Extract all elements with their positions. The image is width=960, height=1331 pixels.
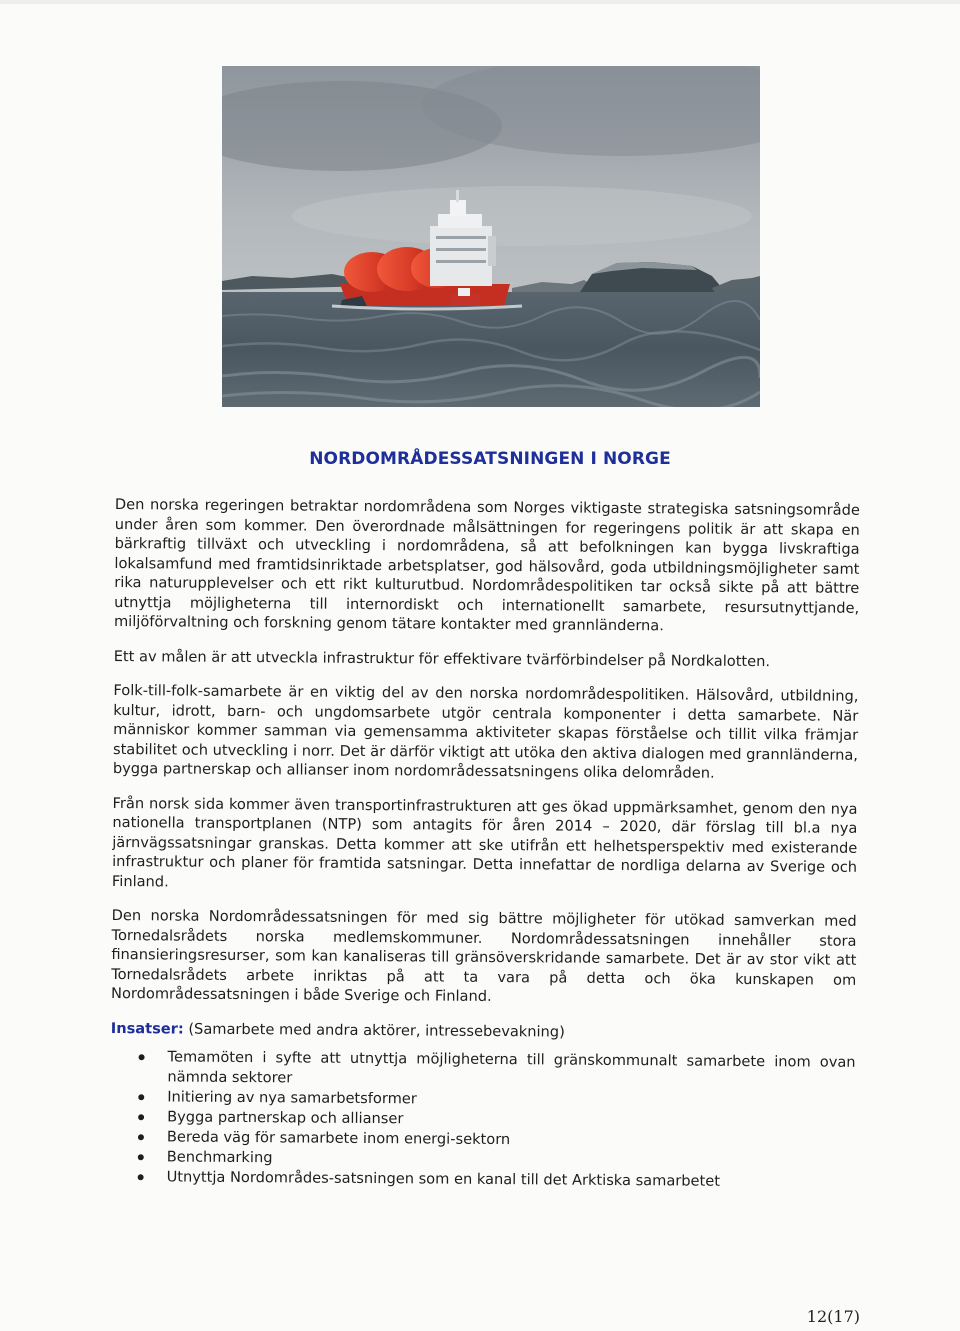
page-top-edge xyxy=(0,0,960,4)
insatser-list xyxy=(110,1047,856,1193)
paragraph-4: Från norsk sida kommer även transportinfrastrukturen att ges ökad uppmärksamhet, genom den nya nationella transportplanen (NTP) som antagits för åren 2014 – 2020, där förslag till bl.a nya järnvägssatsningar granskas. Detta kommer att ske utifrån ett helhetsperspektiv med existerande infrastruktur och planer för framtida satsningar. Detta innefattar de nordliga delarna av Sverige och Finland. xyxy=(111,794,858,890)
page-number: 12(17) xyxy=(806,1307,860,1326)
bullet-icon xyxy=(139,1054,145,1060)
bullet-icon xyxy=(138,1174,144,1180)
list-item-text: Bereda väg för samarbete inom energi-sektorn xyxy=(166,1128,511,1149)
bullet-icon xyxy=(138,1134,144,1140)
body-text xyxy=(110,495,860,1193)
list-item-text: Temamöten i syfte att utnyttja möjligheterna till gränskommunalt samarbete inom ovan nämnda sektorer xyxy=(167,1048,856,1087)
paragraph-5: Den norska Nordområdessatsningen för med sig bättre möjligheter för utökad samverkan med Tornedalsrådets norska medlemskommuner. Nordområdessatsningen innehåller stora finansieringsresurser, som kan kanaliseras till gränsöverskridande samarbete. Det är av stor vikt att Tornedalsrådets arbete inriktas på att ta vara på detta och öka kunskapen om Nordområdessatsningen i både Sverige och Finland. xyxy=(111,906,857,1005)
list-item-text: Initiering av nya samarbetsformer xyxy=(167,1088,417,1108)
paragraph-1: Den norska regeringen betraktar nordområdena som Norges viktigaste strategiska satsningsområde under åren som kommer. Den överordnade målsättningen for regeringens politik är att skapa en bärkraftig tillväxt och utveckling i nordområdena, så att befolkningen kan bygga livskraftiga lokalsamfund med framtidsinriktade arbetsplatser, god hälsovård, goda utbildningsmöjligheter samt rika naturupplevelser och ett rikt kulturutbud. Nordområdespolitiken tar också sikte på att bättre utnyttja möjligheterna till internordiskt och internationellt samarbete, resursutnyttjande, miljöförvaltning och forskning genom tätare kontakter med grannländerna. xyxy=(113,495,860,635)
bullet-icon xyxy=(138,1154,144,1160)
ship-photo xyxy=(222,66,760,407)
list-item-text: Benchmarking xyxy=(166,1148,273,1167)
bullet-icon xyxy=(138,1114,144,1120)
paragraph-3: Folk-till-folk-samarbete är en viktig del av den norska nordområdespolitiken. Hälsovård, utbildning, kultur, idrott, barn- och ungdomsarbete utgör centrala komponenter i detta samarbete. När människor kommer samman via gemensamma aktiviteter skapas förståelse och tillit vilka främjar stabilitet och utveckling i norr. Det är därför viktigt att utöka den aktiva dialogen med grannländerna, bygga partnerskap och allianser inom nordområdessatsningens olika delområden. xyxy=(112,681,859,782)
insatser-label: Insatser: xyxy=(110,1019,184,1038)
bullet-icon xyxy=(138,1094,144,1100)
paragraph-2: Ett av målen är att utveckla infrastruktur för effektivare tvärförbindelser på Nordkalotten. xyxy=(113,647,771,670)
page-heading: NORDOMRÅDESSATSNINGEN I NORGE xyxy=(309,449,671,469)
lng-tanker-ship-photo-icon xyxy=(222,66,760,407)
insatser-line xyxy=(111,1018,856,1043)
insatser-text: (Samarbete med andra aktörer, intressebevakning) xyxy=(183,1020,565,1041)
list-item-text: Utnyttja Nordområdes-satsningen som en kanal till det Arktiska samarbetet xyxy=(166,1168,721,1190)
list-item xyxy=(110,1047,855,1093)
list-item-text: Bygga partnerskap och allianser xyxy=(167,1108,404,1128)
